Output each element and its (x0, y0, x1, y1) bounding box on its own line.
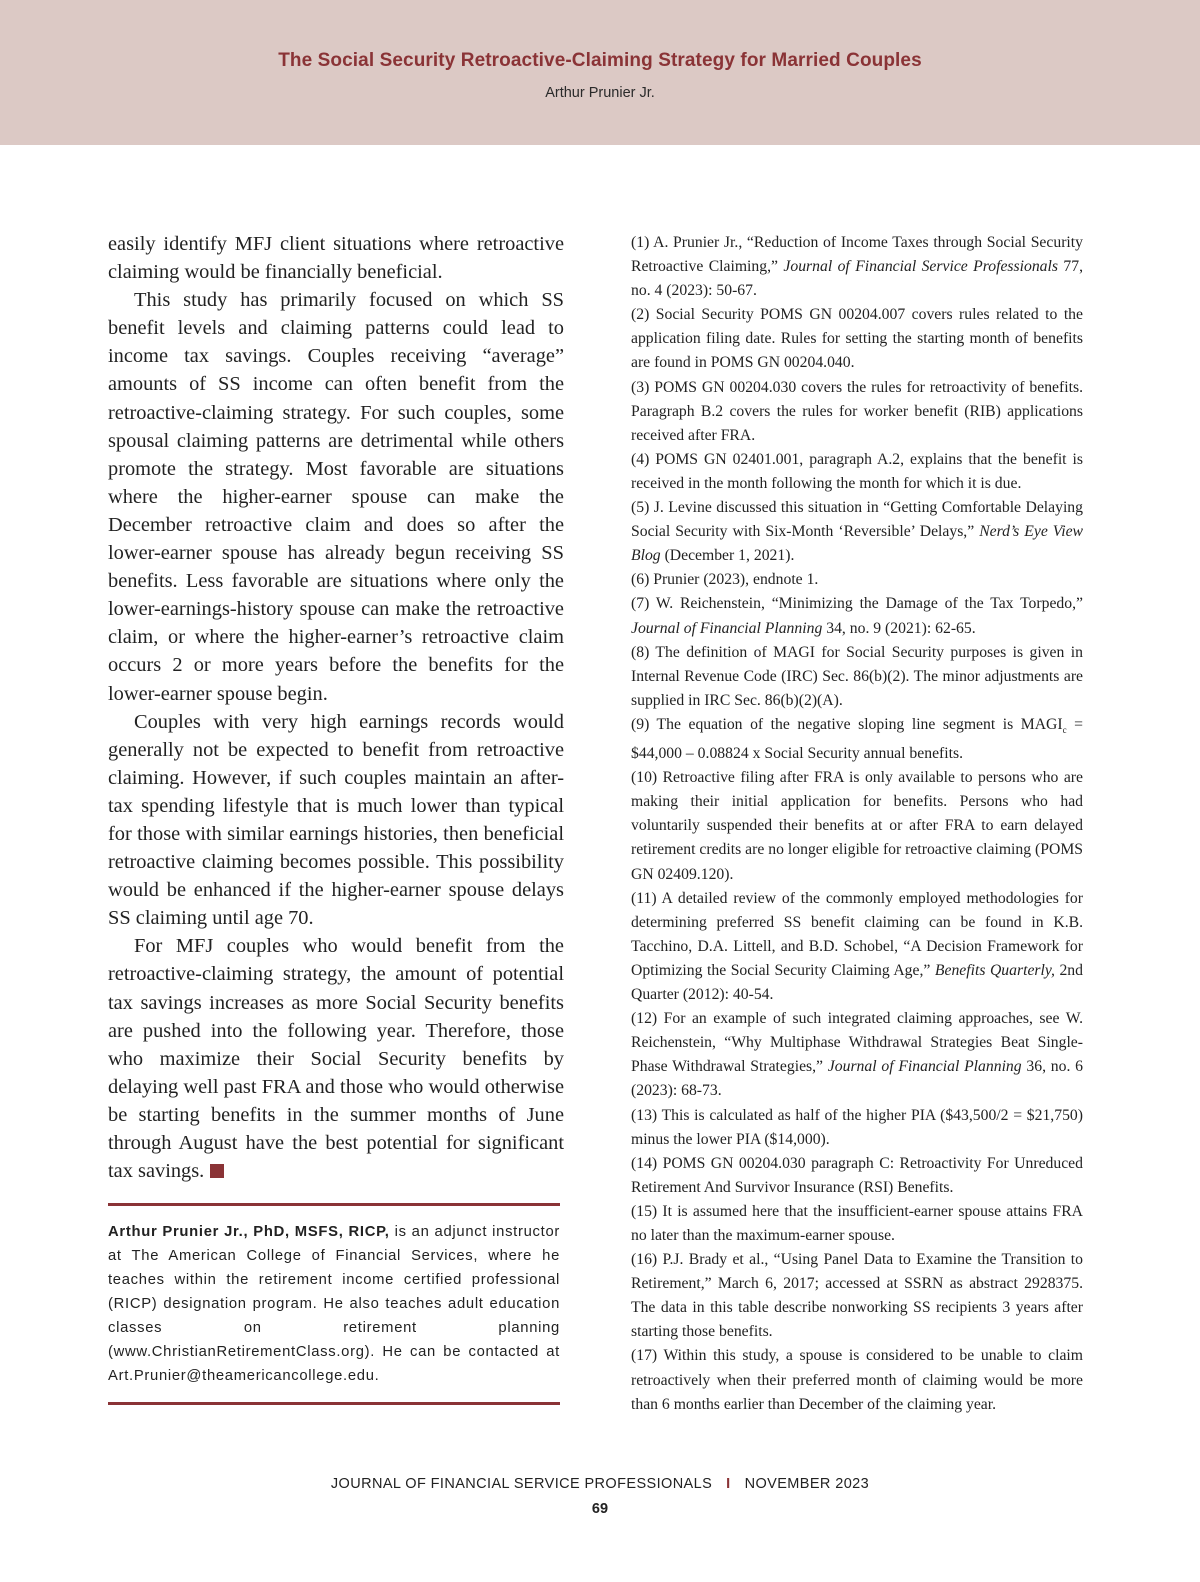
body-paragraph: This study has primarily focused on which SS benefit levels and claiming patterns could lead to income tax savings. Couples receiving “average” amounts of SS income can often benefit from the retroactive-claiming strategy. For such couples, some spousal claiming patterns are detrimental while others promote the strategy. Most favorable are situations where the higher-earner spouse can make the December retroactive claim and does so after the lower-earner spouse has already begun receiving SS benefits. Less favorable are situations where only the lower-earnings-history spouse can make the retroactive claim, or where the higher-earner’s retroactive claim occurs 2 or more years before the benefits for the lower-earner spouse begin. (108, 289, 564, 705)
endnote-item: (17) Within this study, a spouse is considered to be unable to claim retroactively when their preferred month of claiming would be more than 6 months earlier than December of the claiming year. (631, 1347, 1083, 1413)
footer-date: NOVEMBER 2023 (744, 1476, 870, 1492)
endnote-item: (6) Prunier (2023), endnote 1. (631, 571, 819, 589)
page-number: 69 (591, 1501, 609, 1517)
end-of-article-mark (210, 1164, 224, 1178)
endnote-item: (14) POMS GN 00204.030 paragraph C: Retroactivity For Unreduced Retirement And Survivor Insurance (RSI) Benefits. (631, 1154, 1083, 1196)
body-column (108, 230, 564, 1185)
endnote-item: (7) W. Reichenstein, “Minimizing the Damage of the Tax Torpedo,” Journal of Financial Planning 34, no. 9 (2021): 62-65. (631, 595, 1083, 637)
footer-journal-line (0, 1476, 1200, 1492)
author-bio (108, 1203, 560, 1405)
endnote-item: (5) J. Levine discussed this situation in “Getting Comfortable Delaying Social Security with Six-Month ‘Reversible’ Delays,” Nerd’s Eye View Blog (December 1, 2021). (631, 499, 1083, 565)
body-paragraph-text: For MFJ couples who would benefit from the retroactive-claiming strategy, the amount of potential tax savings increases as more Social Security benefits are pushed into the following year. Therefore, those who maximize their Social Security benefits by delaying well past FRA and those who would otherwise be starting benefits in the summer months of June through August have the best potential for significant tax savings. (108, 935, 564, 1183)
endnote-item: (8) The definition of MAGI for Social Security purposes is given in Internal Revenue Code (IRC) Sec. 86(b)(2). The minor adjustments are supplied in IRC Sec. 86(b)(2)(A). (631, 643, 1083, 709)
endnote-item: (3) POMS GN 00204.030 covers the rules for retroactivity of benefits. Paragraph B.2 covers the rules for worker benefit (RIB) applications received after FRA. (631, 378, 1083, 444)
body-paragraph: Couples with very high earnings records would generally not be expected to benefit from retroactive claiming. However, if such couples maintain an after-tax spending lifestyle that is much lower than typical for those with similar earnings histories, then beneficial retroactive claiming becomes possible. This possibility would be enhanced if the higher-earner spouse delays SS claiming until age 70. (108, 710, 564, 930)
author-bio-text: is an adjunct instructor at The American College of Financial Services, where he teaches within the retirement income certified professional (RICP) designation program. He also teaches adult education classes on retirement planning (www.ChristianRetirementClass.org). He can be contacted at Art.Prunier@theamericancollege.edu. (108, 1224, 561, 1384)
endnote-item: (13) This is calculated as half of the higher PIA ($43,500/2 = $21,750) minus the lower PIA ($14,000). (631, 1106, 1083, 1148)
footer-separator: I (726, 1476, 731, 1492)
endnotes-column (631, 231, 1083, 1417)
endnote-item: (9) The equation of the negative sloping line segment is $MAGI_c$ = $44,000 – 0.08824 x Social Security annual benefits. (631, 715, 1083, 763)
endnote-item: (1) A. Prunier Jr., “Reduction of Income Taxes through Social Security Retroactive Claiming,” Journal of Financial Service Professionals 77, no. 4 (2023): 50-67. (631, 234, 1083, 300)
endnote-item: (10) Retroactive filing after FRA is only available to persons who are making their initial application for benefits. Persons who had voluntarily suspended their benefits at or after FRA to earn delayed retirement credits are no longer eligible for retroactive claiming (POMS GN 02409.120). (631, 769, 1083, 883)
author-bio-name: Arthur Prunier Jr., PhD, MSFS, RICP, (108, 1224, 390, 1240)
endnote-item: (11) A detailed review of the commonly employed methodologies for determining preferred SS benefit claiming can be found in K.B. Tacchino, D.A. Littell, and B.D. Schobel, “A Decision Framework for Optimizing the Social Security Claiming Age,” Benefits Quarterly, 2nd Quarter (2012): 40-54. (631, 889, 1083, 1004)
body-paragraph-final (108, 932, 564, 1185)
article-title: The Social Security Retroactive-Claiming Strategy for Married Couples (278, 50, 922, 71)
endnote-item: (16) P.J. Brady et al., “Using Panel Data to Examine the Transition to Retirement,” March 6, 2017; accessed at SSRN as abstract 2928375. The data in this table describe nonworking SS recipients 3 years after starting those benefits. (631, 1251, 1083, 1341)
article-author: Arthur Prunier Jr. (545, 85, 655, 101)
page-header (0, 0, 1200, 145)
footer-journal-name: JOURNAL OF FINANCIAL SERVICE PROFESSIONALS (330, 1476, 713, 1492)
endnote-item: (4) POMS GN 02401.001, paragraph A.2, explains that the benefit is received in the month following the month for which it is due. (631, 450, 1083, 492)
endnote-item: (2) Social Security POMS GN 00204.007 covers rules related to the application filing date. Rules for setting the starting month of benefits are found in POMS GN 00204.040. (631, 306, 1083, 372)
endnote-item: (15) It is assumed here that the insufficient-earner spouse attains FRA no later than the maximum-earner spouse. (631, 1202, 1083, 1244)
body-paragraph: easily identify MFJ client situations where retroactive claiming would be financially beneficial. (108, 233, 564, 284)
endnote-item: (12) For an example of such integrated claiming approaches, see W. Reichenstein, “Why Multiphase Withdrawal Strategies Beat Single-Phase Withdrawal Strategies,” Journal of Financial Planning 36, no. 6 (2023): 68-73. (631, 1010, 1083, 1100)
